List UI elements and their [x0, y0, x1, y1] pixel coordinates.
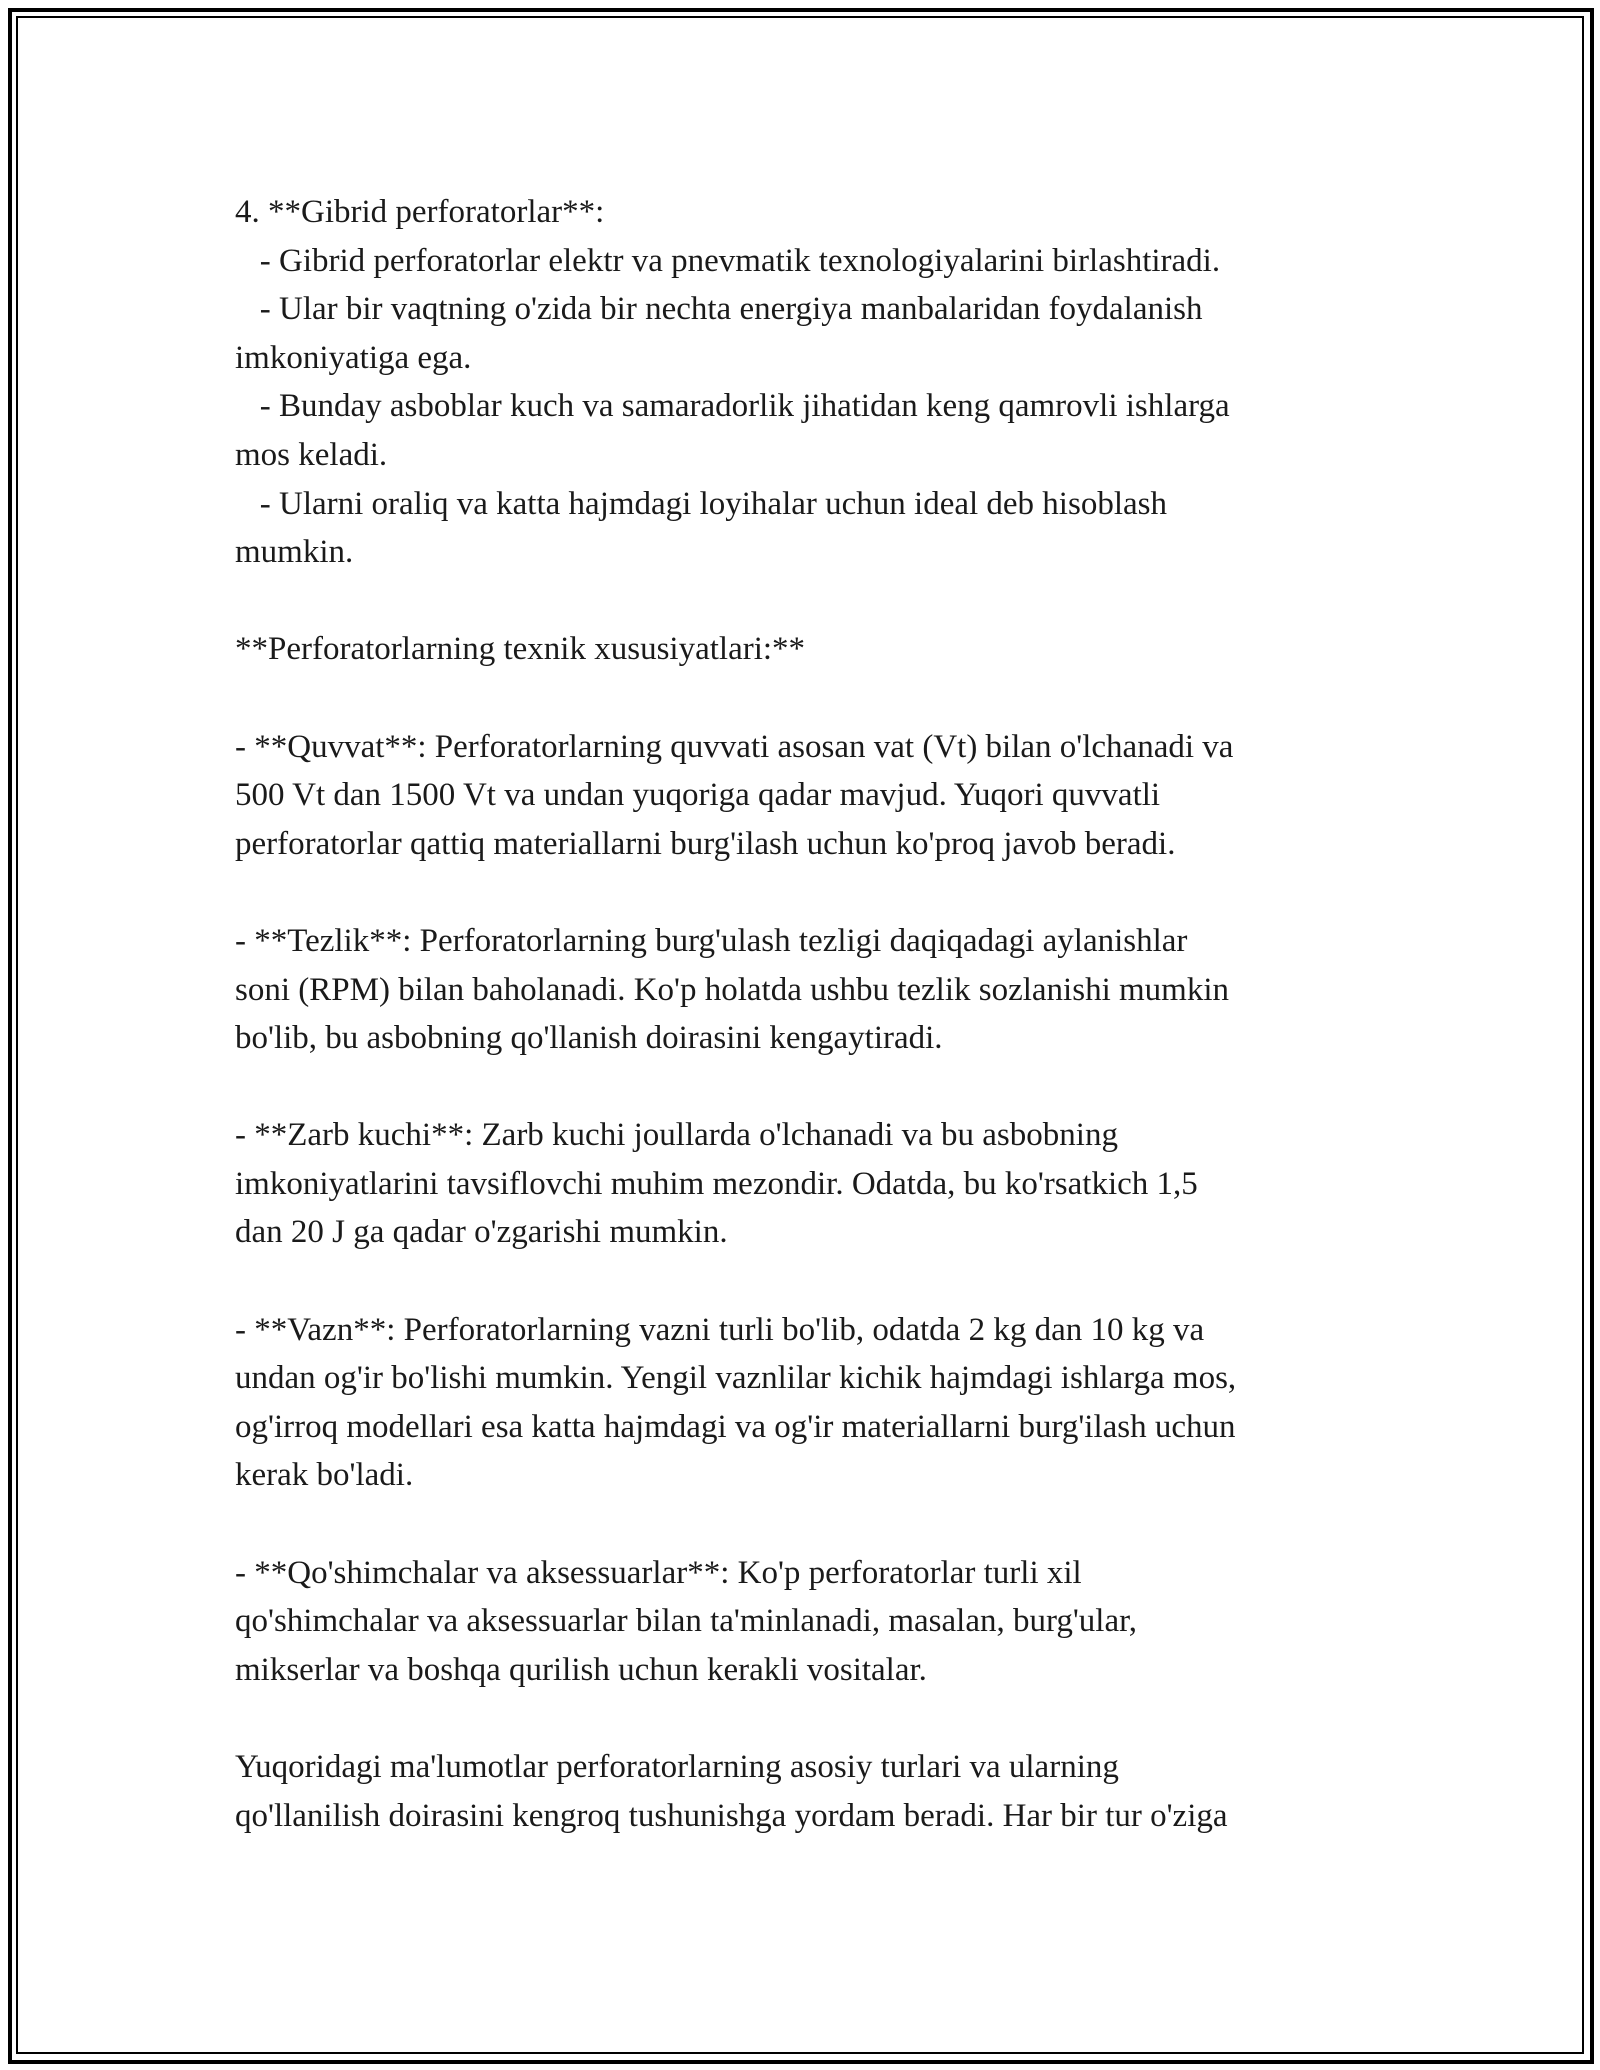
- blank-line: [235, 674, 1365, 723]
- sub-item-line: - Bunday asboblar kuch va samaradorlik jihatidan keng qamrovli ishlarga: [235, 388, 1230, 425]
- paragraph-line: - **Qo'shimchalar va aksessuarlar**: Ko'p perforatorlar turli xil: [235, 1554, 1082, 1591]
- paragraph-line: bo'lib, bu asbobning qo'llanish doirasini kengaytiradi.: [235, 1020, 943, 1057]
- document-body: [235, 188, 1365, 1840]
- paragraph-line: qo'llanilish doirasini kengroq tushunishga yordam beradi. Har bir tur o'ziga: [235, 1797, 1228, 1834]
- blank-line: [235, 1257, 1365, 1306]
- paragraph-line: og'irroq modellari esa katta hajmdagi va og'ir materiallarni burg'ilash uchun: [235, 1408, 1236, 1445]
- paragraph-line: soni (RPM) bilan baholanadi. Ko'p holatda ushbu tezlik sozlanishi mumkin: [235, 971, 1229, 1008]
- sub-item-line: imkoniyatiga ega.: [235, 339, 472, 376]
- paragraph-line: qo'shimchalar va aksessuarlar bilan ta'minlanadi, masalan, burg'ular,: [235, 1603, 1138, 1640]
- paragraph-line: - **Quvvat**: Perforatorlarning quvvati asosan vat (Vt) bilan o'lchanadi va: [235, 728, 1234, 765]
- blank-line: [235, 577, 1365, 626]
- blank-line: [235, 868, 1365, 917]
- list-item-heading: 4. **Gibrid perforatorlar**:: [235, 194, 605, 230]
- paragraph-line: imkoniyatlarini tavsiflovchi muhim mezondir. Odatda, bu ko'rsatkich 1,5: [235, 1165, 1198, 1202]
- sub-item-line: - Gibrid perforatorlar elektr va pnevmatik texnologiyalarini birlashtiradi.: [235, 242, 1221, 279]
- sub-item-line: - Ularni oraliq va katta hajmdagi loyihalar uchun ideal deb hisoblash: [235, 485, 1167, 522]
- paragraph-line: - **Zarb kuchi**: Zarb kuchi joullarda o'lchanadi va bu asbobning: [235, 1117, 1118, 1154]
- paragraph-line: perforatorlar qattiq materiallarni burg'ilash uchun ko'proq javob beradi.: [235, 825, 1176, 862]
- blank-line: [235, 1694, 1365, 1743]
- paragraph-line: 500 Vt dan 1500 Vt va undan yuqoriga qadar mavjud. Yuqori quvvatli: [235, 777, 1161, 814]
- paragraph-line: - **Vazn**: Perforatorlarning vazni turli bo'lib, odatda 2 kg dan 10 kg va: [235, 1311, 1205, 1348]
- sub-item-line: mos keladi.: [235, 436, 388, 473]
- paragraph-line: mikserlar va boshqa qurilish uchun kerakli vositalar.: [235, 1651, 927, 1688]
- paragraph-line: dan 20 J ga qadar o'zgarishi mumkin.: [235, 1214, 728, 1251]
- blank-line: [235, 1500, 1365, 1549]
- paragraph-line: Yuqoridagi ma'lumotlar perforatorlarning asosiy turlari va ularning: [235, 1749, 1119, 1785]
- blank-line: [235, 1063, 1365, 1112]
- section-heading: **Perforatorlarning texnik xususiyatlari:**: [235, 631, 806, 668]
- sub-item-line: - Ular bir vaqtning o'zida bir nechta energiya manbalaridan foydalanish: [235, 291, 1203, 328]
- paragraph-line: undan og'ir bo'lishi mumkin. Yengil vaznlilar kichik hajmdagi ishlarga mos,: [235, 1360, 1237, 1397]
- sub-item-line: mumkin.: [235, 534, 354, 571]
- paragraph-line: - **Tezlik**: Perforatorlarning burg'ulash tezligi daqiqadagi aylanishlar: [235, 922, 1188, 959]
- paragraph-line: kerak bo'ladi.: [235, 1457, 414, 1494]
